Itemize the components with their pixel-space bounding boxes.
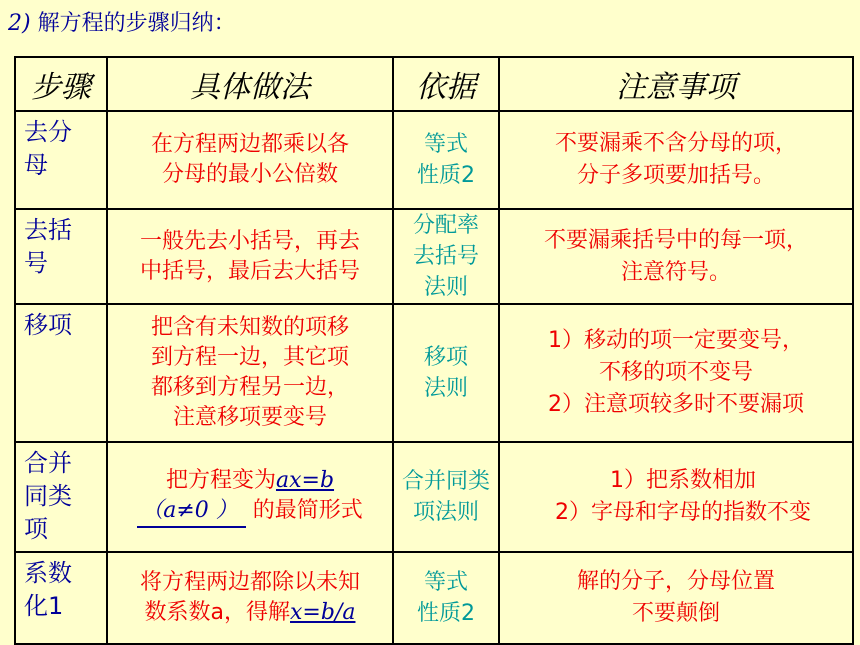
note-cell <box>499 552 853 644</box>
note-text: 不要漏乘括号中的每一项， <box>543 227 808 253</box>
basis-text: 性质2 <box>417 163 475 188</box>
steps-table <box>14 56 854 645</box>
condition-a-nonzero: （a≠0 ） <box>137 496 246 528</box>
note-text: 不要漏乘不含分母的项， <box>554 131 797 156</box>
method-line <box>108 598 392 628</box>
step-text: 移项 <box>24 311 72 339</box>
step-cell <box>15 209 107 304</box>
basis-text: 去括号 <box>412 244 479 269</box>
step-text: 项 <box>24 515 48 543</box>
basis-cell <box>393 111 499 209</box>
basis-text: 性质2 <box>417 601 475 626</box>
method-text: 注意移项要变号 <box>172 405 327 430</box>
formula-ax-b: ax=b <box>275 468 335 493</box>
note-text: 解的分子，分母位置 <box>576 569 775 594</box>
header-method: 具体做法 <box>107 57 393 111</box>
method-text: 一般先去小括号，再去 <box>139 228 360 254</box>
table-row <box>15 442 853 552</box>
step-text: 化1 <box>24 592 64 620</box>
table-row <box>15 111 853 209</box>
note-text: 注意符号。 <box>620 259 731 285</box>
step-cell <box>15 304 107 442</box>
note-text: 不移的项不变号 <box>598 360 753 385</box>
note-text: 1）把系数相加 <box>610 468 756 493</box>
note-cell <box>499 304 853 442</box>
basis-cell <box>393 209 499 304</box>
basis-text: 合并同类 <box>401 469 490 494</box>
step-cell <box>15 442 107 552</box>
step-cell <box>15 552 107 644</box>
method-line <box>108 496 392 528</box>
method-text: 中括号，最后去大括号 <box>139 258 360 284</box>
table-row <box>15 209 853 304</box>
note-text: 不要颠倒 <box>631 601 720 626</box>
basis-cell <box>393 442 499 552</box>
method-text: 数系数a，得解 <box>144 600 291 625</box>
basis-text: 法则 <box>423 275 468 300</box>
note-text: 1）移动的项一定要变号， <box>548 328 804 353</box>
table-header-row <box>15 57 853 111</box>
header-step: 步骤 <box>15 57 107 111</box>
step-text: 系数 <box>24 559 72 587</box>
basis-text: 移项 <box>423 345 468 370</box>
header-notes: 注意事项 <box>499 57 853 111</box>
header-basis: 依据 <box>393 57 499 111</box>
basis-text: 分配率 <box>412 213 479 238</box>
note-text: 2）字母和字母的指数不变 <box>555 500 811 525</box>
method-cell <box>107 442 393 552</box>
note-cell <box>499 442 853 552</box>
method-text: 在方程两边都乘以各 <box>150 132 349 157</box>
heading-text: 解方程的步骤归纳： <box>37 11 236 36</box>
step-text: 同类 <box>24 482 72 510</box>
step-text: 合并 <box>24 449 72 477</box>
note-text: 2）注意项较多时不要漏项 <box>548 392 804 417</box>
method-line <box>108 466 392 496</box>
method-cell <box>107 552 393 644</box>
table-row <box>15 304 853 442</box>
method-text: 将方程两边都除以未知 <box>139 570 360 595</box>
method-text: 到方程一边，其它项 <box>150 345 349 370</box>
basis-text: 项法则 <box>412 500 479 525</box>
step-cell <box>15 111 107 209</box>
note-cell <box>499 209 853 304</box>
note-cell <box>499 111 853 209</box>
method-text: 把方程变为 <box>165 468 276 493</box>
method-cell <box>107 209 393 304</box>
formula-x-b-a: x=b/a <box>290 600 356 625</box>
basis-cell <box>393 552 499 644</box>
method-text: 的最简形式 <box>252 498 363 523</box>
basis-text: 等式 <box>423 132 468 157</box>
method-cell <box>107 304 393 442</box>
basis-cell <box>393 304 499 442</box>
step-text: 母 <box>24 151 48 179</box>
method-text: 把含有未知数的项移 <box>150 315 349 340</box>
section-heading <box>8 6 236 37</box>
basis-text: 等式 <box>423 570 468 595</box>
step-text: 号 <box>24 249 48 277</box>
table-row <box>15 552 853 644</box>
heading-number: 2) <box>8 11 31 36</box>
method-text: 都移到方程另一边， <box>150 375 349 400</box>
step-text: 去括 <box>24 216 72 244</box>
note-text: 分子多项要加括号。 <box>576 163 775 188</box>
basis-text: 法则 <box>423 376 468 401</box>
step-text: 去分 <box>24 118 72 146</box>
method-cell <box>107 111 393 209</box>
method-text: 分母的最小公倍数 <box>161 162 338 187</box>
